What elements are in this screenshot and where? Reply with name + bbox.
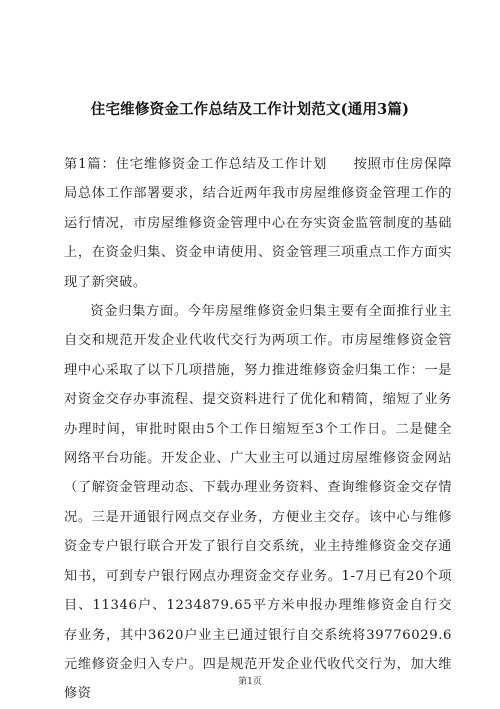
paragraph-1-text: 按照市住房保障局总体工作部署要求，结合近两年我市房屋维修资金管理工作的运行情况，市房屋维修资金管理中心在夯实资金监管制度的基础上，在资金归集、资金申请使用、资金管理三项重点工作方面实现了新突破。	[64, 157, 452, 290]
paragraph-intro	[64, 150, 452, 297]
page-number: 第1页	[238, 677, 262, 687]
document-body	[64, 150, 452, 709]
section-heading: 第1篇：住宅维修资金工作总结及工作计划	[64, 157, 328, 172]
paragraph-funds-collection: 资金归集方面。今年房屋维修资金归集主要有全面推行业主自交和规范开发企业代收代交行为两项工作。市房屋维修资金管理中心采取了以下几项措施，努力推进维修资金归集工作：一是对资金交存办事流程、提交资料进行了优化和精简，缩短了业务办理时间，审批时限由5个工作日缩短至3个工作日。二是健全网络平台功能。开发企业、广大业主可以通过房屋维修资金网站（了解资金管理动态、下载办理业务资料、查询维修资金交存情况。三是开通银行网点交存业务，方便业主交存。该中心与维修资金专户银行联合开发了银行自交系统，业主持维修资金交存通知书，可到专户银行网点办理资金交存业务。1-7月已有20个项目、11346户、1234879.65平方米申报办理维修资金自行交存业务，其中3620户业主已通过银行自交系统将39776029.6元维修资金归入专户。四是规范开发企业代收代交行为，加大维修资	[64, 304, 452, 702]
document-title: 住宅维修资金工作总结及工作计划范文(通用3篇)	[90, 101, 410, 118]
